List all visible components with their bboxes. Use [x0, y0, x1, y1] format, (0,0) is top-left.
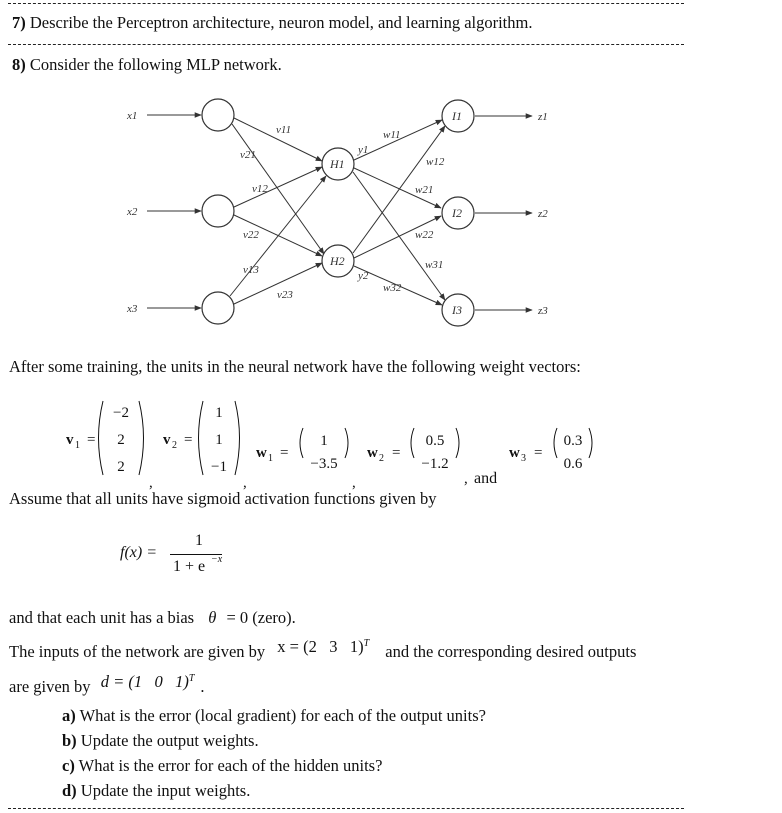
vector-value: 0.6	[563, 456, 583, 472]
input-label: x2	[127, 206, 138, 218]
training-text: After some training, the units in the neural network have the following weight vectors:	[9, 357, 581, 376]
question-7-text: Describe the Perceptron architecture, neuron model, and learning algorithm.	[29, 13, 533, 32]
question-label: d)	[62, 781, 77, 800]
period: .	[200, 677, 205, 696]
divider-bottom	[8, 808, 684, 809]
input-vector: x = (2 3 1)	[277, 637, 364, 656]
weight-label: v22	[243, 229, 259, 241]
input-node	[202, 195, 234, 227]
vector-label: w	[367, 445, 378, 461]
vector-sub: 1	[75, 440, 80, 451]
weight-label: v12	[252, 183, 268, 195]
question-label: a)	[62, 706, 76, 725]
question-a	[62, 706, 486, 726]
vector-sub: 2	[172, 440, 177, 451]
formula-lhs: f(x) =	[120, 544, 157, 561]
weight-label: w22	[415, 229, 434, 241]
and-text: and	[474, 470, 498, 487]
svg-text:=: =	[184, 432, 193, 448]
formula-exponent: −x	[211, 554, 223, 565]
desired-output-vector: d = (1 0 1)	[100, 672, 189, 691]
output-label: I3	[452, 303, 462, 317]
output-label: I2	[452, 206, 462, 220]
svg-text:=: =	[534, 445, 543, 461]
target-label: z1	[538, 111, 548, 123]
transpose-mark: T	[188, 672, 195, 684]
vector-value: −2	[113, 405, 129, 421]
vector-value: 0.3	[563, 433, 583, 449]
vector-label: w	[256, 445, 267, 461]
weight-label: v13	[243, 264, 259, 276]
question-text: Update the input weights.	[80, 781, 251, 800]
vector-label: v	[66, 432, 74, 448]
svg-text:=: =	[87, 432, 96, 448]
vector-value: 2	[117, 432, 125, 448]
weight-label: w12	[426, 156, 445, 168]
question-text: What is the error (local gradient) for each of the output units?	[79, 706, 486, 725]
vector-value: 2	[117, 459, 125, 475]
svg-text:=: =	[392, 445, 401, 461]
question-8-number: 8)	[12, 55, 26, 74]
target-label: z2	[538, 208, 548, 220]
question-7-number: 7)	[12, 13, 26, 32]
hidden-output-label: y1	[358, 144, 369, 156]
weight-label: w32	[383, 282, 402, 294]
weight-label: w21	[415, 184, 434, 196]
question-text: Update the output weights.	[80, 731, 259, 750]
input-label: x1	[127, 110, 138, 122]
weight-label: v11	[276, 124, 292, 136]
svg-text:=: =	[280, 445, 289, 461]
weight-label: w31	[425, 259, 444, 271]
vector-value: −1.2	[421, 456, 449, 472]
bias-text	[9, 608, 296, 628]
inputs-text-post: and the corresponding desired outputs	[385, 642, 637, 661]
output-label: I1	[452, 109, 462, 123]
inputs-text-pre: The inputs of the network are given by	[9, 642, 266, 661]
vector-sub: 2	[379, 453, 384, 464]
question-b	[62, 731, 259, 751]
question-c	[62, 756, 382, 776]
bias-text-pre: and that each unit has a bias	[9, 608, 195, 627]
inputs-text	[9, 637, 637, 662]
mlp-diagram	[0, 0, 782, 340]
weight-label: v21	[240, 149, 256, 161]
vector-label: w	[509, 445, 520, 461]
question-label: c)	[62, 756, 75, 775]
hidden-output-label: y2	[358, 270, 369, 282]
vector-sub: 1	[268, 453, 273, 464]
hidden-label: H1	[330, 157, 345, 171]
hidden-label: H2	[330, 254, 345, 268]
vector-sub: 3	[521, 453, 526, 464]
svg-text:,: ,	[243, 475, 247, 491]
vector-value: 1	[215, 432, 223, 448]
outputs-text-pre: are given by	[9, 677, 91, 696]
weight-label: w11	[383, 129, 401, 141]
transpose-mark: T	[363, 637, 370, 649]
question-label: b)	[62, 731, 77, 750]
svg-text:,: ,	[464, 471, 468, 487]
question-8-text: Consider the following MLP network.	[29, 55, 282, 74]
weight-label: v23	[277, 289, 293, 301]
target-label: z3	[538, 305, 548, 317]
input-node	[202, 292, 234, 324]
vector-value: −3.5	[310, 456, 338, 472]
bias-text-post: = 0 (zero).	[226, 608, 296, 627]
vector-value: 1	[320, 433, 328, 449]
sigmoid-text: Assume that all units have sigmoid activation functions given by	[9, 489, 437, 508]
svg-text:,: ,	[352, 475, 356, 491]
question-d	[62, 781, 250, 801]
outputs-text	[9, 672, 205, 697]
theta-symbol: θ	[208, 608, 217, 627]
vector-value: −1	[211, 459, 227, 475]
formula-denominator: 1 + e	[173, 558, 206, 575]
input-node	[202, 99, 234, 131]
vector-label: v	[163, 432, 171, 448]
question-text: What is the error for each of the hidden units?	[78, 756, 383, 775]
formula-numerator: 1	[195, 532, 203, 549]
svg-text:,: ,	[149, 475, 153, 491]
weight-vectors	[0, 395, 782, 495]
input-label: x3	[127, 303, 138, 315]
vector-value: 1	[215, 405, 223, 421]
vector-value: 0.5	[425, 433, 445, 449]
